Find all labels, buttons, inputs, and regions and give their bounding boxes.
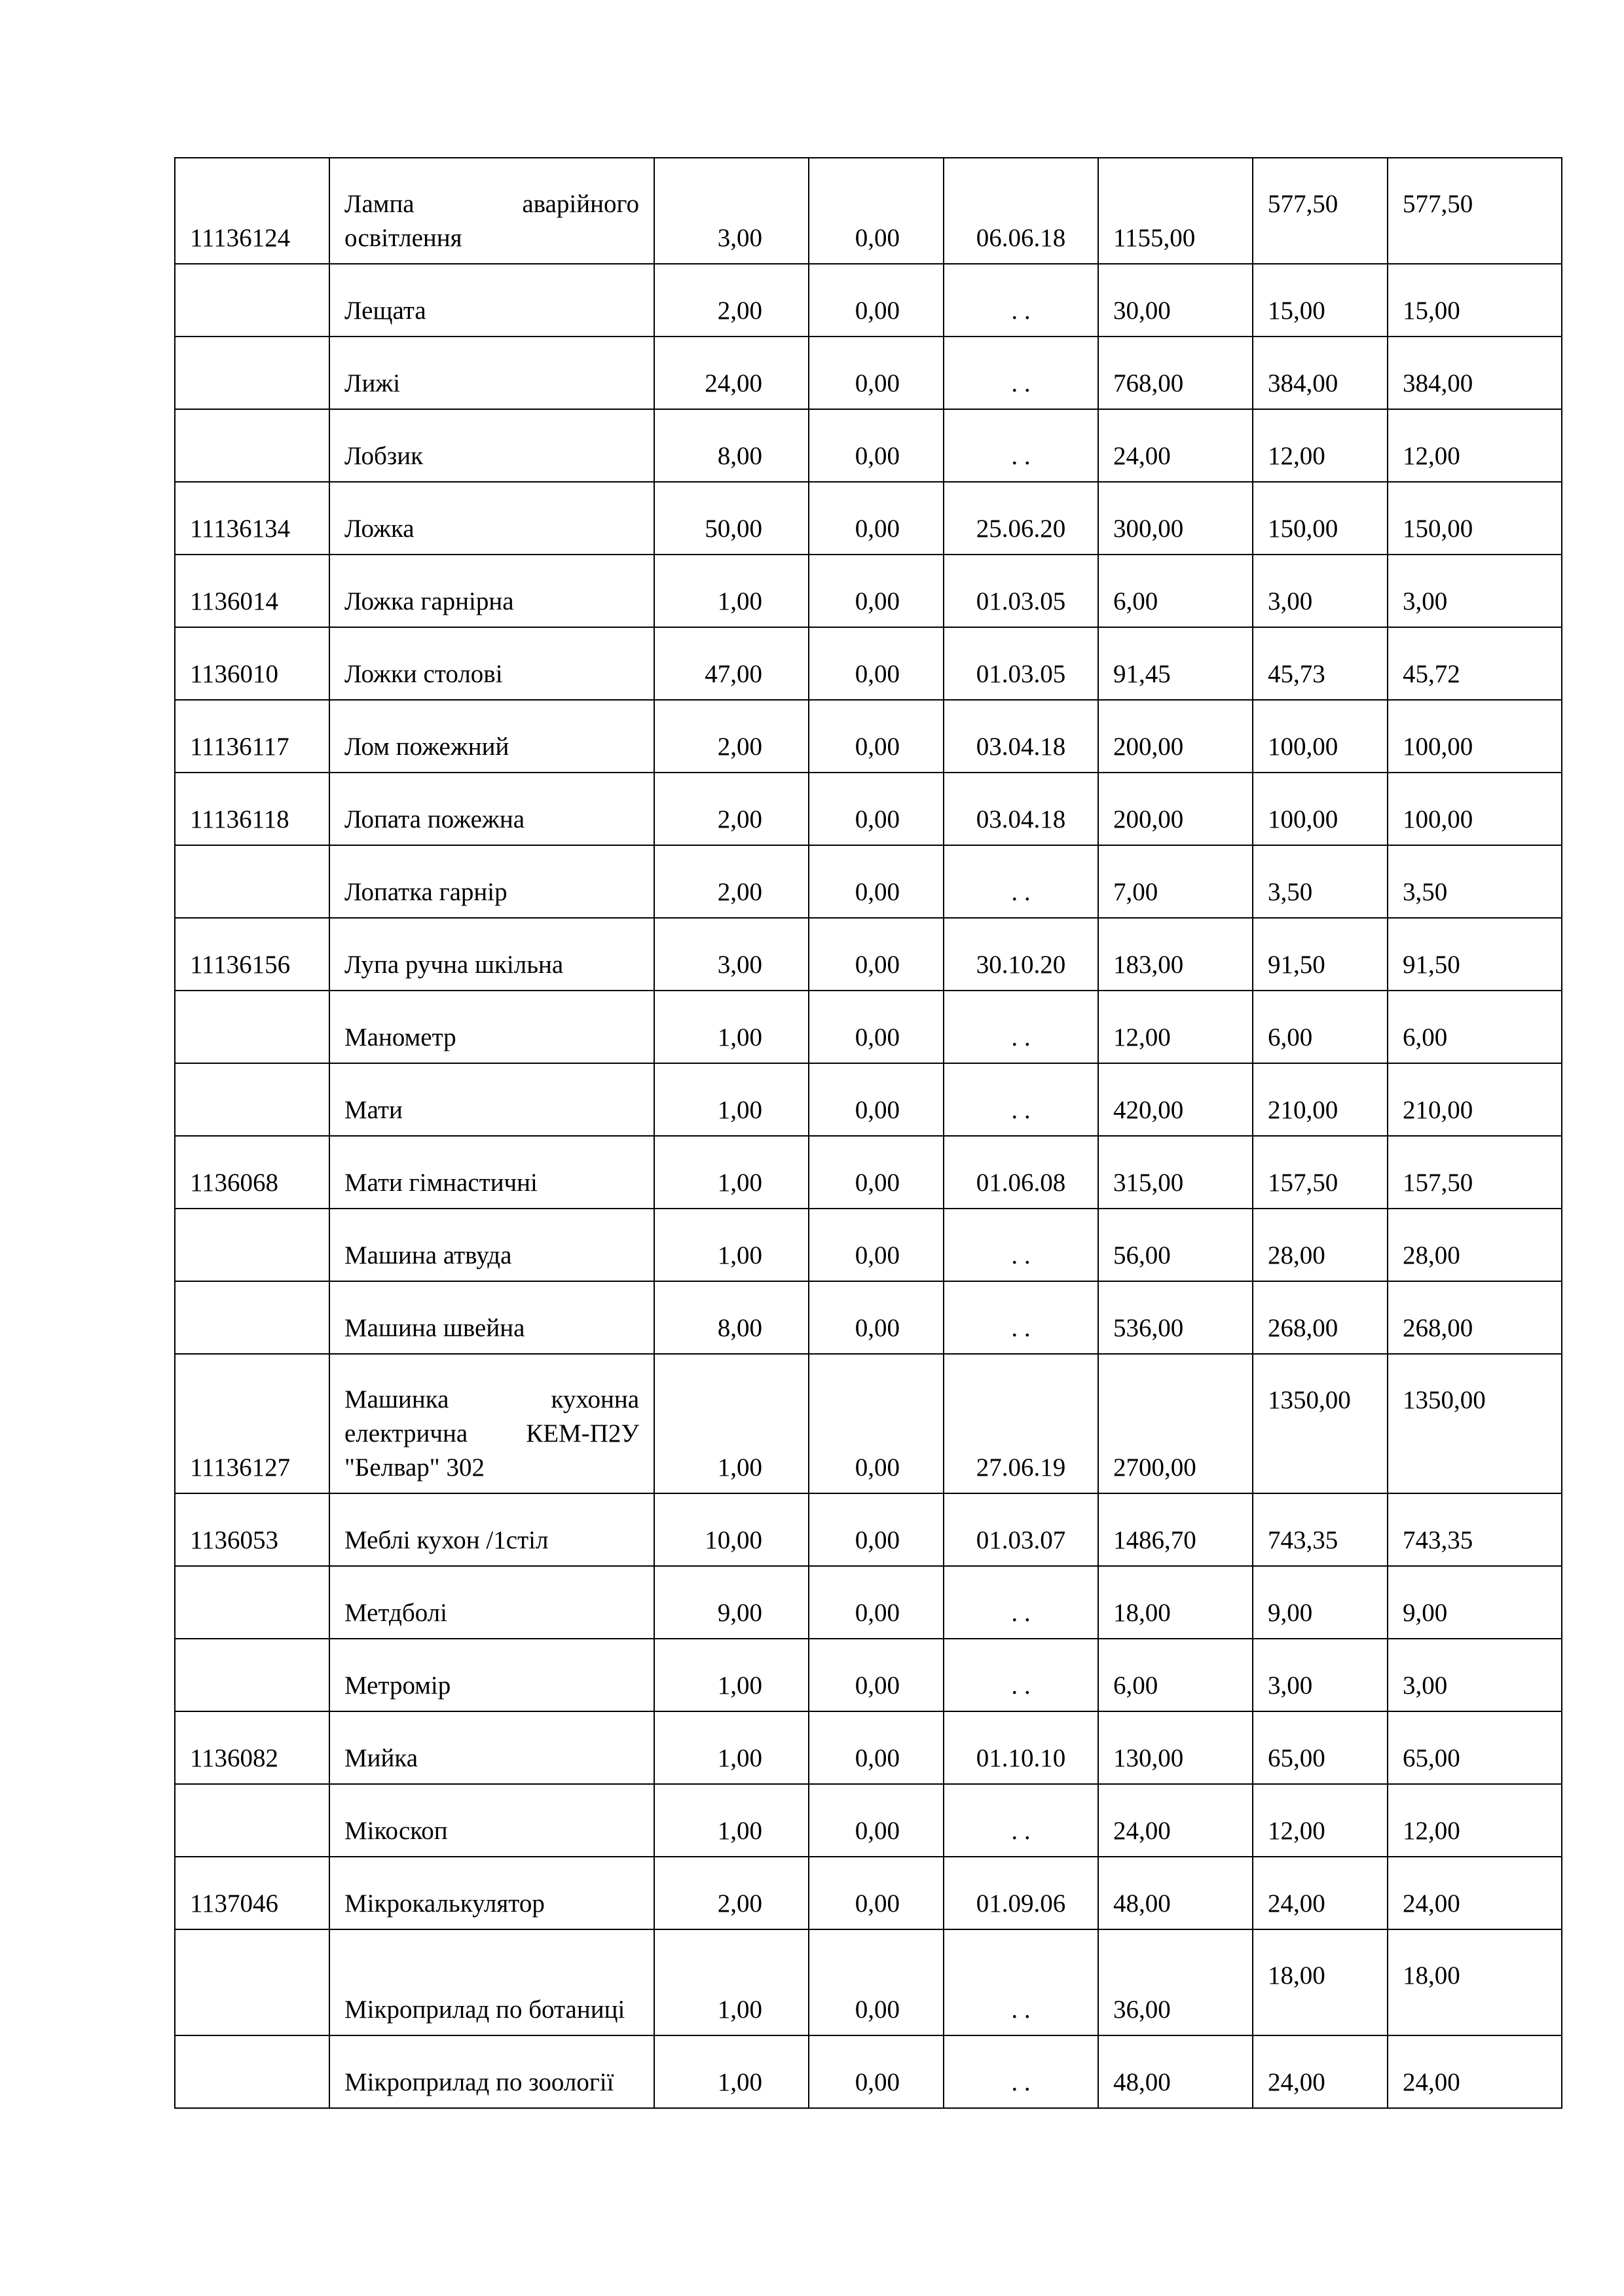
zero-value-cell: 0,00 (809, 1281, 944, 1354)
date-cell: . . (944, 1281, 1098, 1354)
half-value-1-cell: 12,00 (1253, 1784, 1388, 1857)
zero-value-cell: 0,00 (809, 991, 944, 1063)
zero-value-cell: 0,00 (809, 337, 944, 409)
half-value-2-cell: 28,00 (1388, 1209, 1562, 1281)
half-value-1-cell: 12,00 (1253, 409, 1388, 482)
item-name-cell: Метромір (329, 1639, 654, 1711)
date-cell: . . (944, 1639, 1098, 1711)
zero-value-cell: 0,00 (809, 409, 944, 482)
inventory-code-cell (175, 2035, 329, 2108)
date-cell: 30.10.20 (944, 918, 1098, 991)
total-sum-cell: 300,00 (1098, 482, 1253, 555)
half-value-2-cell: 24,00 (1388, 2035, 1562, 2108)
half-value-1-cell: 6,00 (1253, 991, 1388, 1063)
half-value-1-cell: 268,00 (1253, 1281, 1388, 1354)
quantity-cell: 47,00 (654, 627, 809, 700)
table-row (175, 1493, 1562, 1566)
half-value-2-cell: 12,00 (1388, 1784, 1562, 1857)
table-row (175, 1209, 1562, 1281)
zero-value-cell: 0,00 (809, 1857, 944, 1929)
item-name-cell: Мікоскоп (329, 1784, 654, 1857)
half-value-1-cell: 24,00 (1253, 1857, 1388, 1929)
item-name-cell: Ложки столові (329, 627, 654, 700)
total-sum-cell: 2700,00 (1098, 1354, 1253, 1493)
date-cell: . . (944, 1566, 1098, 1639)
table-row (175, 1566, 1562, 1639)
quantity-cell: 9,00 (654, 1566, 809, 1639)
item-name-cell: Лобзик (329, 409, 654, 482)
zero-value-cell: 0,00 (809, 773, 944, 845)
half-value-1-cell: 743,35 (1253, 1493, 1388, 1566)
half-value-1-cell: 384,00 (1253, 337, 1388, 409)
inventory-code-cell: 1136082 (175, 1711, 329, 1784)
table-body (175, 158, 1562, 2108)
total-sum-cell: 24,00 (1098, 1784, 1253, 1857)
quantity-cell: 1,00 (654, 555, 809, 627)
half-value-2-cell: 3,00 (1388, 1639, 1562, 1711)
total-sum-cell: 768,00 (1098, 337, 1253, 409)
half-value-2-cell: 9,00 (1388, 1566, 1562, 1639)
zero-value-cell: 0,00 (809, 1711, 944, 1784)
total-sum-cell: 6,00 (1098, 555, 1253, 627)
table-row (175, 1136, 1562, 1209)
quantity-cell: 10,00 (654, 1493, 809, 1566)
total-sum-cell: 48,00 (1098, 2035, 1253, 2108)
inventory-code-cell (175, 409, 329, 482)
date-cell: . . (944, 2035, 1098, 2108)
half-value-2-cell: 45,72 (1388, 627, 1562, 700)
inventory-code-cell: 11136134 (175, 482, 329, 555)
inventory-code-cell: 1136010 (175, 627, 329, 700)
zero-value-cell: 0,00 (809, 845, 944, 918)
table-row (175, 1639, 1562, 1711)
date-cell: 27.06.19 (944, 1354, 1098, 1493)
half-value-1-cell: 100,00 (1253, 700, 1388, 773)
date-cell: . . (944, 337, 1098, 409)
inventory-code-cell (175, 1639, 329, 1711)
date-cell: . . (944, 264, 1098, 337)
item-name-cell: Лупа ручна шкільна (329, 918, 654, 991)
item-name-cell: Машина швейна (329, 1281, 654, 1354)
table-row (175, 264, 1562, 337)
quantity-cell: 1,00 (654, 991, 809, 1063)
zero-value-cell: 0,00 (809, 1493, 944, 1566)
half-value-1-cell: 45,73 (1253, 627, 1388, 700)
table-row (175, 1281, 1562, 1354)
table-row (175, 337, 1562, 409)
half-value-1-cell: 100,00 (1253, 773, 1388, 845)
total-sum-cell: 30,00 (1098, 264, 1253, 337)
table-row (175, 1784, 1562, 1857)
table-row (175, 409, 1562, 482)
half-value-1-cell: 150,00 (1253, 482, 1388, 555)
zero-value-cell: 0,00 (809, 264, 944, 337)
inventory-code-cell (175, 1929, 329, 2035)
table-row (175, 918, 1562, 991)
inventory-code-cell: 11136124 (175, 158, 329, 264)
inventory-code-cell (175, 1566, 329, 1639)
total-sum-cell: 91,45 (1098, 627, 1253, 700)
half-value-1-cell: 157,50 (1253, 1136, 1388, 1209)
item-name-cell: Лопатка гарнір (329, 845, 654, 918)
quantity-cell: 1,00 (654, 1209, 809, 1281)
quantity-cell: 1,00 (654, 1063, 809, 1136)
quantity-cell: 3,00 (654, 158, 809, 264)
item-name-cell: Ложка гарнірна (329, 555, 654, 627)
half-value-1-cell: 210,00 (1253, 1063, 1388, 1136)
half-value-2-cell: 91,50 (1388, 918, 1562, 991)
inventory-code-cell: 11136118 (175, 773, 329, 845)
inventory-code-cell: 11136156 (175, 918, 329, 991)
total-sum-cell: 420,00 (1098, 1063, 1253, 1136)
date-cell: . . (944, 409, 1098, 482)
inventory-code-cell: 11136127 (175, 1354, 329, 1493)
total-sum-cell: 12,00 (1098, 991, 1253, 1063)
table-row (175, 627, 1562, 700)
inventory-code-cell (175, 1209, 329, 1281)
zero-value-cell: 0,00 (809, 1063, 944, 1136)
zero-value-cell: 0,00 (809, 1209, 944, 1281)
inventory-code-cell (175, 991, 329, 1063)
half-value-1-cell: 15,00 (1253, 264, 1388, 337)
zero-value-cell: 0,00 (809, 1566, 944, 1639)
half-value-2-cell: 268,00 (1388, 1281, 1562, 1354)
half-value-1-cell: 18,00 (1253, 1929, 1388, 2035)
item-name-cell: Мати гімнастичні (329, 1136, 654, 1209)
table-row (175, 2035, 1562, 2108)
zero-value-cell: 0,00 (809, 700, 944, 773)
zero-value-cell: 0,00 (809, 1354, 944, 1493)
half-value-2-cell: 743,35 (1388, 1493, 1562, 1566)
half-value-1-cell: 24,00 (1253, 2035, 1388, 2108)
date-cell: . . (944, 845, 1098, 918)
quantity-cell: 8,00 (654, 409, 809, 482)
zero-value-cell: 0,00 (809, 1639, 944, 1711)
item-name-cell: Метдболі (329, 1566, 654, 1639)
date-cell: . . (944, 991, 1098, 1063)
item-name-cell: Машинка кухонна електрична КЕМ-П2У "Белвар" 302 (329, 1354, 654, 1493)
item-name-cell: Мікроприлад по зоології (329, 2035, 654, 2108)
date-cell: 01.03.07 (944, 1493, 1098, 1566)
quantity-cell: 8,00 (654, 1281, 809, 1354)
total-sum-cell: 18,00 (1098, 1566, 1253, 1639)
inventory-code-cell (175, 1281, 329, 1354)
zero-value-cell: 0,00 (809, 1929, 944, 2035)
total-sum-cell: 56,00 (1098, 1209, 1253, 1281)
quantity-cell: 1,00 (654, 1354, 809, 1493)
inventory-code-cell: 1137046 (175, 1857, 329, 1929)
zero-value-cell: 0,00 (809, 555, 944, 627)
item-name-cell: Меблі кухон /1стіл (329, 1493, 654, 1566)
table-row (175, 158, 1562, 264)
table-row (175, 1063, 1562, 1136)
inventory-code-cell: 1136014 (175, 555, 329, 627)
table-row (175, 1711, 1562, 1784)
item-name-cell: Мати (329, 1063, 654, 1136)
quantity-cell: 1,00 (654, 1784, 809, 1857)
total-sum-cell: 48,00 (1098, 1857, 1253, 1929)
item-name-cell: Мікрокалькулятор (329, 1857, 654, 1929)
half-value-1-cell: 3,00 (1253, 1639, 1388, 1711)
zero-value-cell: 0,00 (809, 918, 944, 991)
quantity-cell: 2,00 (654, 845, 809, 918)
quantity-cell: 2,00 (654, 264, 809, 337)
table-row (175, 1857, 1562, 1929)
total-sum-cell: 24,00 (1098, 409, 1253, 482)
item-name-cell: Лампа аварійного освітлення (329, 158, 654, 264)
half-value-1-cell: 3,00 (1253, 555, 1388, 627)
quantity-cell: 1,00 (654, 1639, 809, 1711)
table-row (175, 482, 1562, 555)
half-value-2-cell: 157,50 (1388, 1136, 1562, 1209)
zero-value-cell: 0,00 (809, 158, 944, 264)
half-value-2-cell: 3,00 (1388, 555, 1562, 627)
date-cell: . . (944, 1929, 1098, 2035)
half-value-1-cell: 28,00 (1253, 1209, 1388, 1281)
table-row (175, 1929, 1562, 2035)
half-value-2-cell: 577,50 (1388, 158, 1562, 264)
total-sum-cell: 536,00 (1098, 1281, 1253, 1354)
total-sum-cell: 1155,00 (1098, 158, 1253, 264)
date-cell: . . (944, 1209, 1098, 1281)
date-cell: 03.04.18 (944, 700, 1098, 773)
total-sum-cell: 200,00 (1098, 700, 1253, 773)
inventory-code-cell: 1136068 (175, 1136, 329, 1209)
total-sum-cell: 6,00 (1098, 1639, 1253, 1711)
total-sum-cell: 200,00 (1098, 773, 1253, 845)
inventory-code-cell (175, 1063, 329, 1136)
table-row (175, 991, 1562, 1063)
total-sum-cell: 315,00 (1098, 1136, 1253, 1209)
quantity-cell: 24,00 (654, 337, 809, 409)
quantity-cell: 1,00 (654, 1711, 809, 1784)
half-value-1-cell: 65,00 (1253, 1711, 1388, 1784)
quantity-cell: 1,00 (654, 1136, 809, 1209)
item-name-cell: Мікроприлад по ботаниці (329, 1929, 654, 2035)
half-value-2-cell: 24,00 (1388, 1857, 1562, 1929)
item-name-cell: Ложка (329, 482, 654, 555)
half-value-2-cell: 65,00 (1388, 1711, 1562, 1784)
quantity-cell: 2,00 (654, 773, 809, 845)
half-value-2-cell: 12,00 (1388, 409, 1562, 482)
date-cell: . . (944, 1784, 1098, 1857)
total-sum-cell: 36,00 (1098, 1929, 1253, 2035)
total-sum-cell: 1486,70 (1098, 1493, 1253, 1566)
zero-value-cell: 0,00 (809, 627, 944, 700)
item-name-cell: Лопата пожежна (329, 773, 654, 845)
item-name-cell: Лещата (329, 264, 654, 337)
table-row (175, 1354, 1562, 1493)
quantity-cell: 1,00 (654, 1929, 809, 2035)
zero-value-cell: 0,00 (809, 1784, 944, 1857)
half-value-2-cell: 100,00 (1388, 700, 1562, 773)
zero-value-cell: 0,00 (809, 482, 944, 555)
total-sum-cell: 7,00 (1098, 845, 1253, 918)
half-value-2-cell: 15,00 (1388, 264, 1562, 337)
half-value-2-cell: 6,00 (1388, 991, 1562, 1063)
inventory-code-cell (175, 845, 329, 918)
half-value-2-cell: 384,00 (1388, 337, 1562, 409)
zero-value-cell: 0,00 (809, 1136, 944, 1209)
half-value-1-cell: 577,50 (1253, 158, 1388, 264)
half-value-2-cell: 1350,00 (1388, 1354, 1562, 1493)
half-value-1-cell: 3,50 (1253, 845, 1388, 918)
item-name-cell: Мийка (329, 1711, 654, 1784)
date-cell: 06.06.18 (944, 158, 1098, 264)
inventory-table (174, 157, 1562, 2109)
half-value-1-cell: 1350,00 (1253, 1354, 1388, 1493)
half-value-1-cell: 9,00 (1253, 1566, 1388, 1639)
inventory-code-cell: 1136053 (175, 1493, 329, 1566)
half-value-2-cell: 210,00 (1388, 1063, 1562, 1136)
table-row (175, 700, 1562, 773)
table-row (175, 555, 1562, 627)
inventory-code-cell: 11136117 (175, 700, 329, 773)
date-cell: 03.04.18 (944, 773, 1098, 845)
date-cell: 01.06.08 (944, 1136, 1098, 1209)
quantity-cell: 50,00 (654, 482, 809, 555)
total-sum-cell: 130,00 (1098, 1711, 1253, 1784)
inventory-code-cell (175, 264, 329, 337)
inventory-code-cell (175, 1784, 329, 1857)
date-cell: . . (944, 1063, 1098, 1136)
half-value-2-cell: 150,00 (1388, 482, 1562, 555)
item-name-cell: Лижі (329, 337, 654, 409)
quantity-cell: 1,00 (654, 2035, 809, 2108)
date-cell: 01.03.05 (944, 555, 1098, 627)
table-row (175, 845, 1562, 918)
item-name-cell: Машина атвуда (329, 1209, 654, 1281)
table-row (175, 773, 1562, 845)
date-cell: 01.10.10 (944, 1711, 1098, 1784)
date-cell: 01.03.05 (944, 627, 1098, 700)
item-name-cell: Манометр (329, 991, 654, 1063)
quantity-cell: 3,00 (654, 918, 809, 991)
quantity-cell: 2,00 (654, 1857, 809, 1929)
quantity-cell: 2,00 (654, 700, 809, 773)
zero-value-cell: 0,00 (809, 2035, 944, 2108)
half-value-1-cell: 91,50 (1253, 918, 1388, 991)
total-sum-cell: 183,00 (1098, 918, 1253, 991)
inventory-code-cell (175, 337, 329, 409)
date-cell: 25.06.20 (944, 482, 1098, 555)
half-value-2-cell: 18,00 (1388, 1929, 1562, 2035)
item-name-cell: Лом пожежний (329, 700, 654, 773)
date-cell: 01.09.06 (944, 1857, 1098, 1929)
half-value-2-cell: 3,50 (1388, 845, 1562, 918)
half-value-2-cell: 100,00 (1388, 773, 1562, 845)
